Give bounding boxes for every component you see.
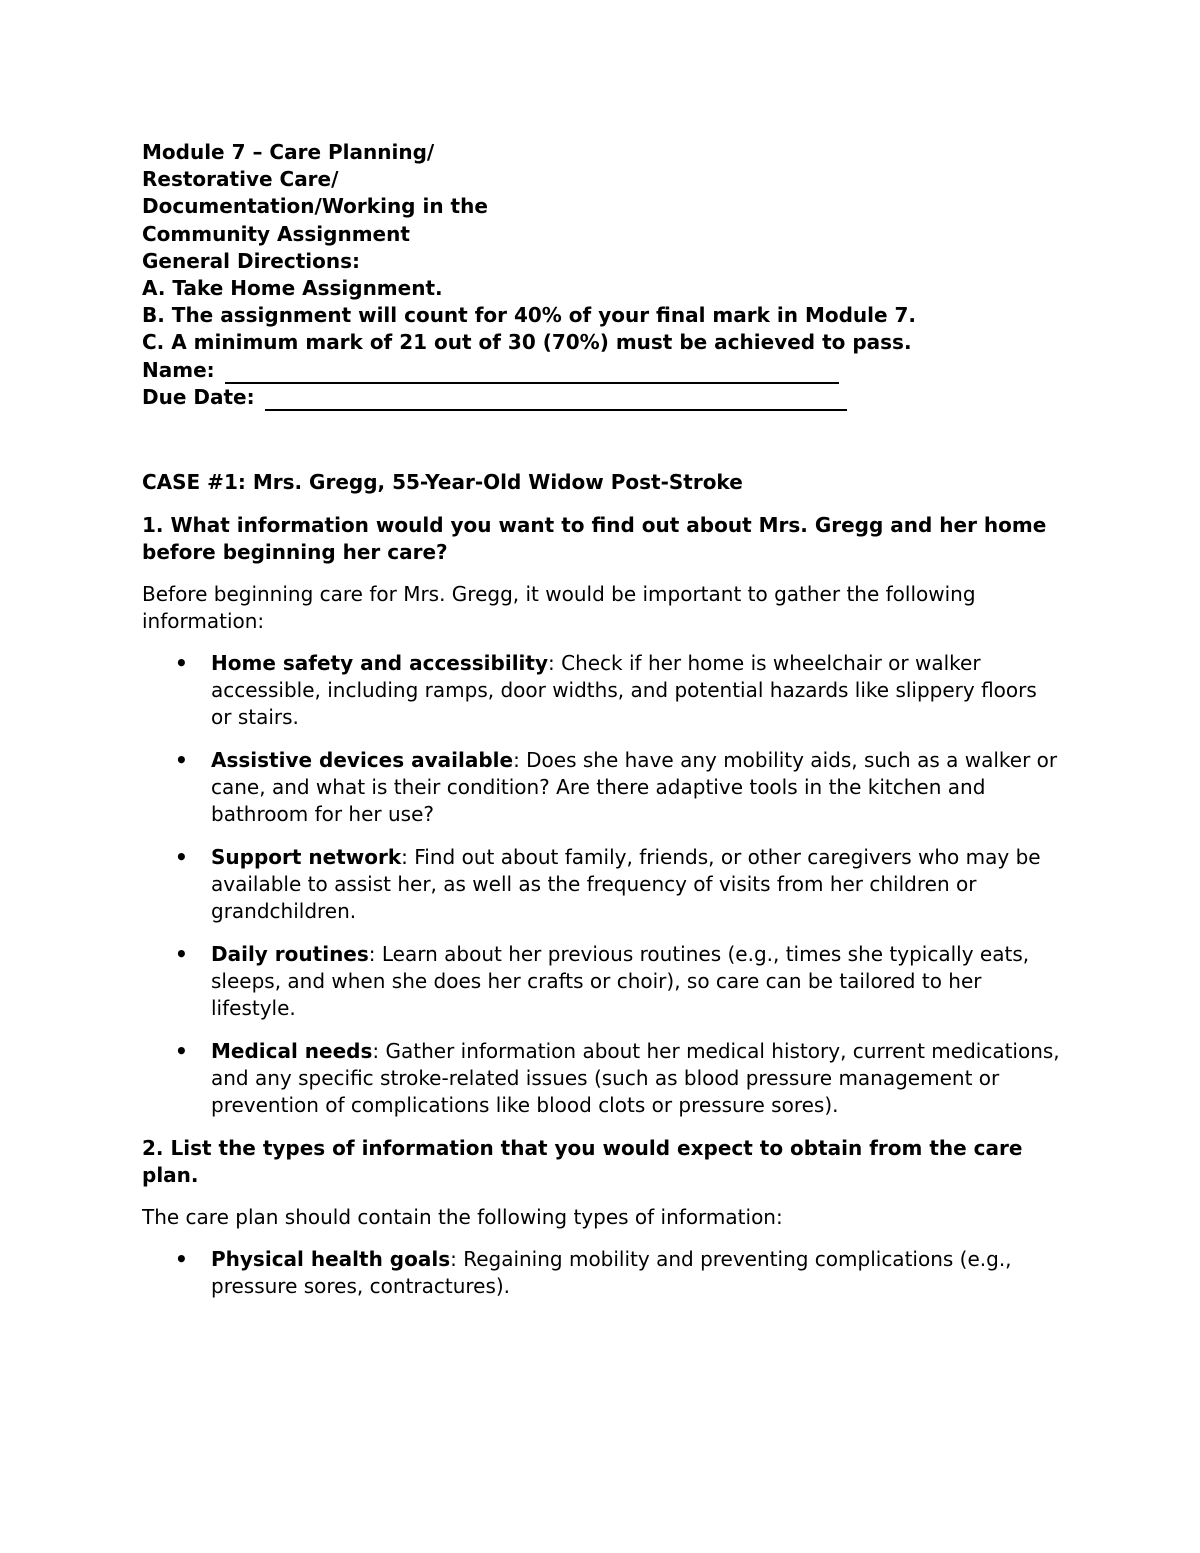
list-item-text: : Gather information about her medical history, current medications, and any specific stroke-related issues (such as blood pressure management or prevention of complications like blood clots or pressure sores). — [211, 1039, 1060, 1118]
question-1-intro: Before beginning care for Mrs. Gregg, it would be important to gather the following information: — [142, 582, 976, 634]
list-item-term: Support network — [211, 845, 402, 870]
due-date-field — [142, 384, 1062, 411]
bullet-icon: • — [175, 942, 188, 967]
case-title: CASE #1: Mrs. Gregg, 55-Year-Old Widow Post-Stroke — [142, 470, 743, 495]
list-item-term: Medical needs — [211, 1039, 373, 1064]
list-item — [142, 844, 1062, 925]
list-item-text: : Find out about family, friends, or other caregivers who may be available to assist her, as well as the frequency of visits from her children or grandchildren. — [211, 845, 1041, 924]
name-field — [142, 357, 1062, 384]
question-1: 1. What information would you want to find out about Mrs. Gregg and her home before beginning her care? — [142, 513, 1047, 565]
list-item — [142, 1246, 1062, 1300]
bullet-icon: • — [175, 1039, 188, 1064]
list-item-text: : Does she have any mobility aids, such as a walker or cane, and what is their condition? Are there adaptive tools in the kitchen and bathroom for her use? — [211, 748, 1058, 827]
question-2-intro: The care plan should contain the following types of information: — [142, 1205, 783, 1230]
due-date-blank-line — [265, 389, 847, 411]
list-item-term: Assistive devices available — [211, 748, 514, 773]
list-item-term: Physical health goals — [211, 1247, 451, 1272]
question-2: 2. List the types of information that you would expect to obtain from the care plan. — [142, 1136, 1023, 1188]
list-item-text: : Regaining mobility and preventing complications (e.g., pressure sores, contractures). — [211, 1247, 1012, 1299]
bullet-icon: • — [175, 845, 188, 870]
bullet-icon: • — [175, 1247, 188, 1272]
bullet-icon: • — [175, 748, 188, 773]
list-item — [142, 941, 1062, 1022]
name-label: Name: — [142, 357, 215, 382]
due-date-label: Due Date: — [142, 384, 255, 409]
general-directions-heading: General Directions: — [142, 248, 360, 273]
module-title-line-3: Documentation/Working in the — [142, 194, 488, 219]
bullet-icon: • — [175, 651, 188, 676]
list-item-text: : Learn about her previous routines (e.g., times she typically eats, sleeps, and when she does her crafts or choir), so care can be tailored to her lifestyle. — [211, 942, 1030, 1021]
module-title-line-1: Module 7 – Care Planning/ — [142, 140, 435, 164]
module-title-line-4: Community Assignment — [142, 221, 410, 246]
list-item — [142, 1038, 1062, 1119]
question-2-list — [142, 1246, 1062, 1300]
module-title-line-2: Restorative Care/ — [142, 167, 339, 192]
list-item-term: Home safety and accessibility — [211, 651, 549, 676]
direction-c: C. A minimum mark of 21 out of 30 (70%) must be achieved to pass. — [142, 330, 912, 355]
document-page — [142, 139, 1062, 1316]
direction-a: A. Take Home Assignment. — [142, 276, 443, 301]
list-item — [142, 747, 1062, 828]
direction-b: B. The assignment will count for 40% of your final mark in Module 7. — [142, 303, 917, 328]
list-item — [142, 650, 1062, 731]
question-1-list — [142, 650, 1062, 1119]
list-item-text: : Check if her home is wheelchair or walker accessible, including ramps, door widths, and potential hazards like slippery floors or stairs. — [211, 651, 1037, 730]
list-item-term: Daily routines — [211, 942, 369, 967]
name-blank-line — [225, 362, 839, 384]
assignment-header — [142, 139, 1062, 411]
